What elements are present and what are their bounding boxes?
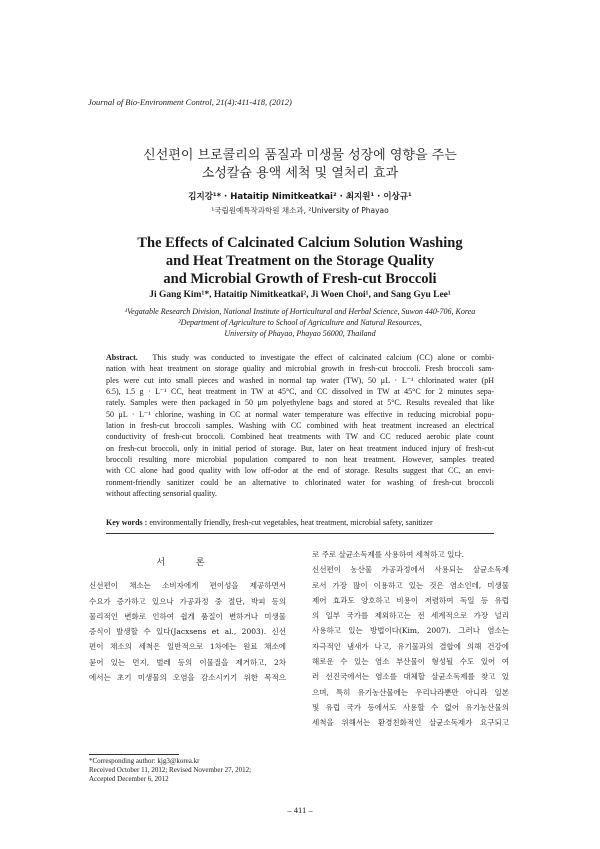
english-affiliation-line-2: ²Department of Agriculture to School of Agriculture and Natural Resources,	[178, 318, 422, 327]
body-line: 묻어 있는 먼지, 벌레 등의 이물질을 제거하고, 2차	[89, 657, 286, 667]
body-line: 증식이 발생할 수 있다(Jacxsens et al., 2003). 신선	[89, 627, 286, 637]
english-title	[0, 234, 600, 288]
body-line: 편이 채소의 세척은 일반적으로 1차에는 원료 채소에	[89, 642, 286, 652]
body-line: 으며, 특히 유기농산물에는 우리나라뿐만 아니라 일본	[312, 687, 509, 697]
english-affiliation-line-3: University of Phayao, Phayao 56000, Thailand	[224, 329, 376, 338]
body-line: 제어 효과도 양호하고 비용이 저렴하여 독일 등 유럽	[312, 595, 509, 605]
body-line: 수요가 증가하고 있으나 가공과정 중 절단, 박피 등의	[89, 596, 286, 606]
body-line: 사용하고 있는 방법이다(Kim, 2007). 그러나 염소는	[312, 626, 509, 636]
abstract-line: ples were cut into small pieces and washed in normal tap water (TW), 50 μL · L⁻¹ chlorinated water (pH	[106, 375, 494, 385]
body-column-right	[312, 547, 509, 731]
korean-title-line-2: 소성칼슘 용액 세척 및 열처리 효과	[201, 166, 399, 181]
english-title-line-1: The Effects of Calcinated Calcium Solution Washing	[137, 235, 463, 251]
abstract-line: nation with heat treatment on storage quality and microbial growth in fresh-cut broccoli. Fresh broccoli sam-	[106, 364, 494, 374]
english-affiliation-line-1: ¹Vegatable Research Division, National Institute of Horticultural and Herbal Science, Suwon 440-706, Korea	[124, 307, 476, 316]
footnote-line: Received October 11, 2012; Revised November 27, 2012;	[89, 766, 252, 774]
section-divider	[106, 533, 494, 534]
keywords-text: environmentally friendly, fresh-cut vegetables, heat treatment, microbial safety, sanitizer	[149, 518, 433, 527]
abstract-line: broccoli resulting more microbial population compared to non heat treatment. However, samples treated	[106, 455, 494, 465]
body-line: 신선편이 농산물 가공과정에서 사용되는 살균소독제	[312, 565, 509, 575]
body-line: 자극적인 냄새가 나고, 유기물과의 결합에 의해 건강에	[312, 641, 509, 651]
abstract-label: Abstract.	[106, 353, 138, 362]
body-line: 로서 가장 많이 이용하고 있는 것은 염소인데, 미생물	[312, 580, 509, 590]
abstract-line: conductivity of fresh-cut broccoli. Combined heat treatments with TW and CC reduced aerobic plate count	[106, 432, 494, 442]
korean-authors: 김지강¹* · Hataitip Nimitkeatkai² · 최지원¹ · 이상규¹	[188, 192, 412, 202]
body-line: 의 일부 국가를 제외하고는 전 세계적으로 가장 널리	[312, 611, 509, 621]
body-line: 로 주로 살균소독제를 사용하여 세척하고 있다.	[312, 550, 464, 559]
body-column-left	[89, 556, 286, 685]
footnote-divider	[89, 754, 179, 755]
korean-title-line-1: 신선편이 브로콜리의 품질과 미생물 성장에 영향을 주는	[143, 148, 457, 163]
abstract-text: This study was conducted to investigate the effect of calcinated calcium (CC) alone or combi-	[152, 353, 494, 362]
body-line: 세척을 위해서는 환경친화적인 살균소독제가 요구되고	[312, 718, 509, 728]
keywords	[106, 518, 494, 527]
abstract-line: 6.5), 1.5 g · L⁻¹ CC, heat treatment in TW at 45°C, and CC dissolved in TW at 45°C for 2 minutes sepa-	[106, 387, 494, 397]
abstract-line	[106, 352, 494, 363]
body-line: 해로운 수 있는 염소 부산물이 형성될 수도 있어 여	[312, 657, 509, 667]
page-number: – 411 –	[287, 805, 313, 815]
abstract-line: with CC alone had good quality with low off-odor at the end of storage. Results suggest that CC, an envi-	[106, 466, 494, 476]
korean-affiliation: ¹국립원예특작과학원 채소과, ²University of Phayao	[211, 206, 389, 215]
footnote-line: *Corresponding author: kjg3@korea.kr	[89, 757, 200, 765]
footnote	[89, 757, 251, 784]
abstract-line: on fresh-cut broccoli, only in initial period of storage. But, later on heat treatment induced injury of fresh-cut	[106, 443, 494, 453]
english-authors: Ji Gang Kim¹*, Hataitip Nimitkeatkai², Ji Woen Choi¹, and Sang Gyu Lee¹	[149, 290, 451, 300]
abstract-line: 50 μL · L⁻¹ chlorine, washing in CC at normal water temperature was effective in reducing microbial popu-	[106, 409, 494, 419]
journal-citation: Journal of Bio-Environment Control, 21(4):411-418, (2012)	[88, 97, 292, 107]
abstract-line: rately. Samples were then packaged in 50 μm polyethylene bags and stored at 5°C. Results revealed that like	[106, 398, 494, 408]
section-heading: 서 론	[156, 558, 219, 568]
keywords-label: Key words :	[106, 518, 148, 527]
body-line: 물리적인 변화로 인하여 쉽게 품질이 변하거나 미생물	[89, 611, 286, 621]
body-line: 및 유럽 국가 등에서도 사용할 수 없어 유기농산물의	[312, 702, 509, 712]
english-title-line-3: and Microbial Growth of Fresh-cut Broccoli	[163, 271, 437, 287]
abstract-line: without affecting sensorial quality.	[106, 489, 217, 499]
abstract-line: lation in fresh-cut broccoli samples. Washing with CC combined with heat treatment increased an electrical	[106, 421, 494, 431]
korean-title	[0, 147, 600, 183]
body-line: 신선편이 채소는 소비자에게 편이성을 제공하면서	[89, 581, 286, 591]
body-line: 러 선진국에서는 염소를 대체할 살균소독제를 찾고 있	[312, 672, 509, 682]
english-title-line-2: and Heat Treatment on the Storage Quality	[165, 253, 435, 269]
abstract-line: ronment-friendly sanitizer could be an alternative to chlorinated water for washing of fresh-cut broccoli	[106, 477, 494, 487]
body-line: 에서는 초기 미생물의 오염을 감소시키기 위한 목적으	[89, 673, 286, 683]
english-affiliations	[0, 306, 600, 339]
footnote-line: Accepted December 6, 2012	[89, 775, 169, 783]
abstract	[106, 352, 494, 499]
